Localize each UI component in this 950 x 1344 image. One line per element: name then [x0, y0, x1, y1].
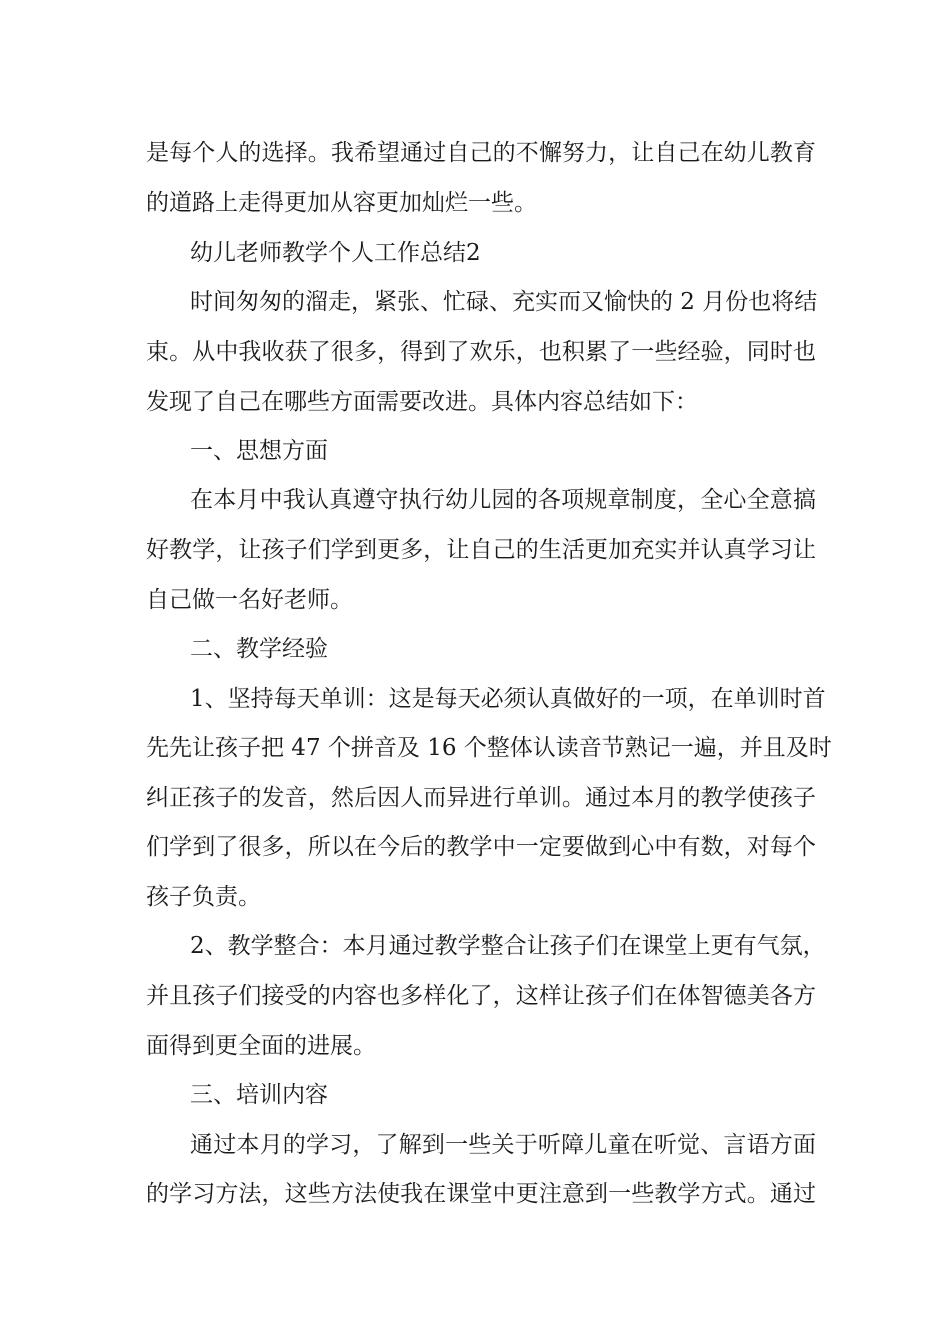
section-heading: 三、培训内容 — [190, 1082, 328, 1108]
paragraph-line: 并且孩子们接受的内容也多样化了，这样让孩子们在体智德美各方 — [146, 983, 816, 1009]
section-heading: 二、教学经验 — [190, 636, 328, 662]
section-title: 幼儿老师教学个人工作总结2 — [190, 240, 481, 266]
paragraph-line: 好教学，让孩子们学到更多，让自己的生活更加充实并认真学习让 — [146, 537, 816, 563]
paragraph-line: 发现了自己在哪些方面需要改进。具体内容总结如下： — [146, 389, 698, 415]
section-heading: 一、思想方面 — [190, 438, 328, 464]
paragraph-line: 孩子负责。 — [146, 884, 261, 910]
paragraph-line: 的道路上走得更加从容更加灿烂一些。 — [146, 190, 537, 216]
paragraph-line: 纠正孩子的发音，然后因人而异进行单训。通过本月的教学使孩子 — [146, 785, 816, 811]
paragraph-line: 自己做一名好老师。 — [146, 587, 353, 613]
paragraph-line: 束。从中我收获了很多，得到了欢乐，也积累了一些经验，同时也 — [146, 339, 816, 365]
paragraph-line: 1、坚持每天单训：这是每天必须认真做好的一项，在单训时首 — [190, 686, 826, 712]
paragraph-line: 是每个人的选择。我希望通过自己的不懈努力，让自己在幼儿教育 — [146, 140, 816, 166]
paragraph-line: 2、教学整合：本月通过教学整合让孩子们在课堂上更有气氛， — [190, 933, 826, 959]
paragraph-line: 的学习方法，这些方法使我在课堂中更注意到一些教学方式。通过 — [146, 1181, 816, 1207]
paragraph-line: 在本月中我认真遵守执行幼儿园的各项规章制度，全心全意搞 — [190, 487, 816, 513]
paragraph-line: 时间匆匆的溜走，紧张、忙碌、充实而又愉快的 2 月份也将结 — [190, 289, 818, 315]
paragraph-line: 面得到更全面的进展。 — [146, 1033, 376, 1059]
paragraph-line: 们学到了很多，所以在今后的教学中一定要做到心中有数，对每个 — [146, 834, 816, 860]
paragraph-line: 通过本月的学习，了解到一些关于听障儿童在听觉、言语方面 — [190, 1132, 816, 1158]
paragraph-line: 先先让孩子把 47 个拼音及 16 个整体认读音节熟记一遍，并且及时 — [146, 735, 832, 761]
